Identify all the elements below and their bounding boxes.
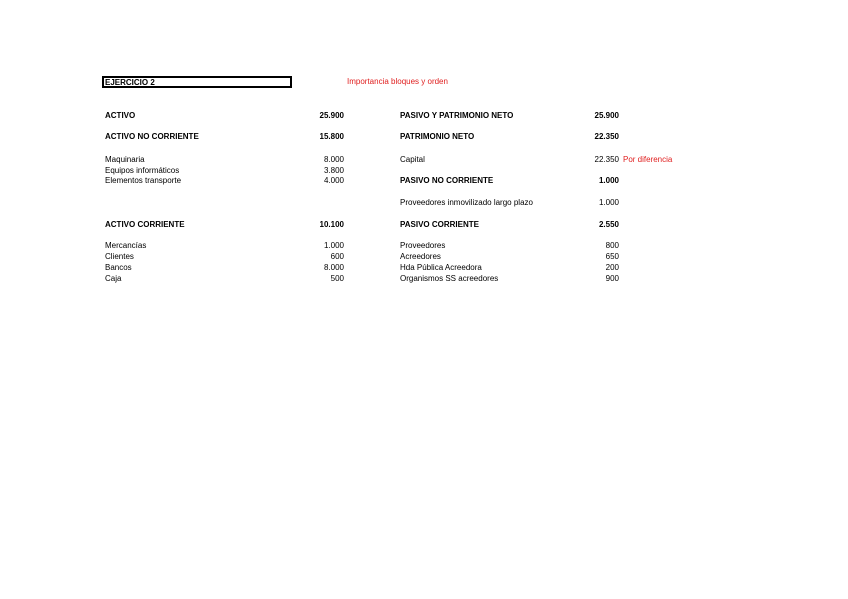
line-item-name: Caja <box>105 274 122 283</box>
line-item-name: Elementos transporte <box>105 176 182 185</box>
line-item-note: Por diferencia <box>623 155 673 164</box>
line-item-name: Bancos <box>105 263 132 272</box>
line-item-value: 1.000 <box>323 241 344 250</box>
line-item-name: Capital <box>400 155 425 164</box>
line-item-value: 3.800 <box>323 166 344 175</box>
line-item-name: Organismos SS acreedores <box>400 274 499 283</box>
title-box <box>102 76 292 88</box>
header-note: Importancia bloques y orden <box>347 77 448 86</box>
line-item-value: 22.350 <box>594 155 619 164</box>
line-item-value: 800 <box>605 241 619 250</box>
patrimonio-neto-total: 22.350 <box>594 132 619 141</box>
line-item-value: 600 <box>330 252 344 261</box>
pasivo-total: 25.900 <box>594 111 619 120</box>
line-item-name: Hda Pública Acreedora <box>400 263 482 272</box>
pasivo-no-corriente-total: 1.000 <box>598 176 619 185</box>
page-title: EJERCICIO 2 <box>105 78 155 87</box>
activo-label: ACTIVO <box>105 111 136 120</box>
line-item-value: 8.000 <box>323 263 344 272</box>
line-item-value: 650 <box>605 252 619 261</box>
line-item-value: 200 <box>605 263 619 272</box>
pasivo-label: PASIVO Y PATRIMONIO NETO <box>400 111 514 120</box>
line-item-value: 500 <box>330 274 344 283</box>
line-item-value: 900 <box>605 274 619 283</box>
line-item-name: Mercancías <box>105 241 147 250</box>
activo-no-corriente-total: 15.800 <box>319 132 344 141</box>
line-item-name: Proveedores <box>400 241 446 250</box>
line-item-name: Proveedores inmovilizado largo plazo <box>400 198 533 207</box>
activo-corriente-label: ACTIVO CORRIENTE <box>105 220 185 229</box>
line-item-value: 1.000 <box>598 198 619 207</box>
pasivo-corriente-label: PASIVO CORRIENTE <box>400 220 479 229</box>
activo-total: 25.900 <box>319 111 344 120</box>
line-item-name: Equipos informáticos <box>105 166 180 175</box>
line-item-name: Maquinaria <box>105 155 145 164</box>
line-item-value: 4.000 <box>323 176 344 185</box>
pasivo-no-corriente-label: PASIVO NO CORRIENTE <box>400 176 494 185</box>
line-item-name: Clientes <box>105 252 134 261</box>
line-item-name: Acreedores <box>400 252 441 261</box>
activo-corriente-total: 10.100 <box>319 220 344 229</box>
patrimonio-neto-label: PATRIMONIO NETO <box>400 132 475 141</box>
line-item-value: 8.000 <box>323 155 344 164</box>
pasivo-corriente-total: 2.550 <box>598 220 619 229</box>
activo-no-corriente-label: ACTIVO NO CORRIENTE <box>105 132 199 141</box>
